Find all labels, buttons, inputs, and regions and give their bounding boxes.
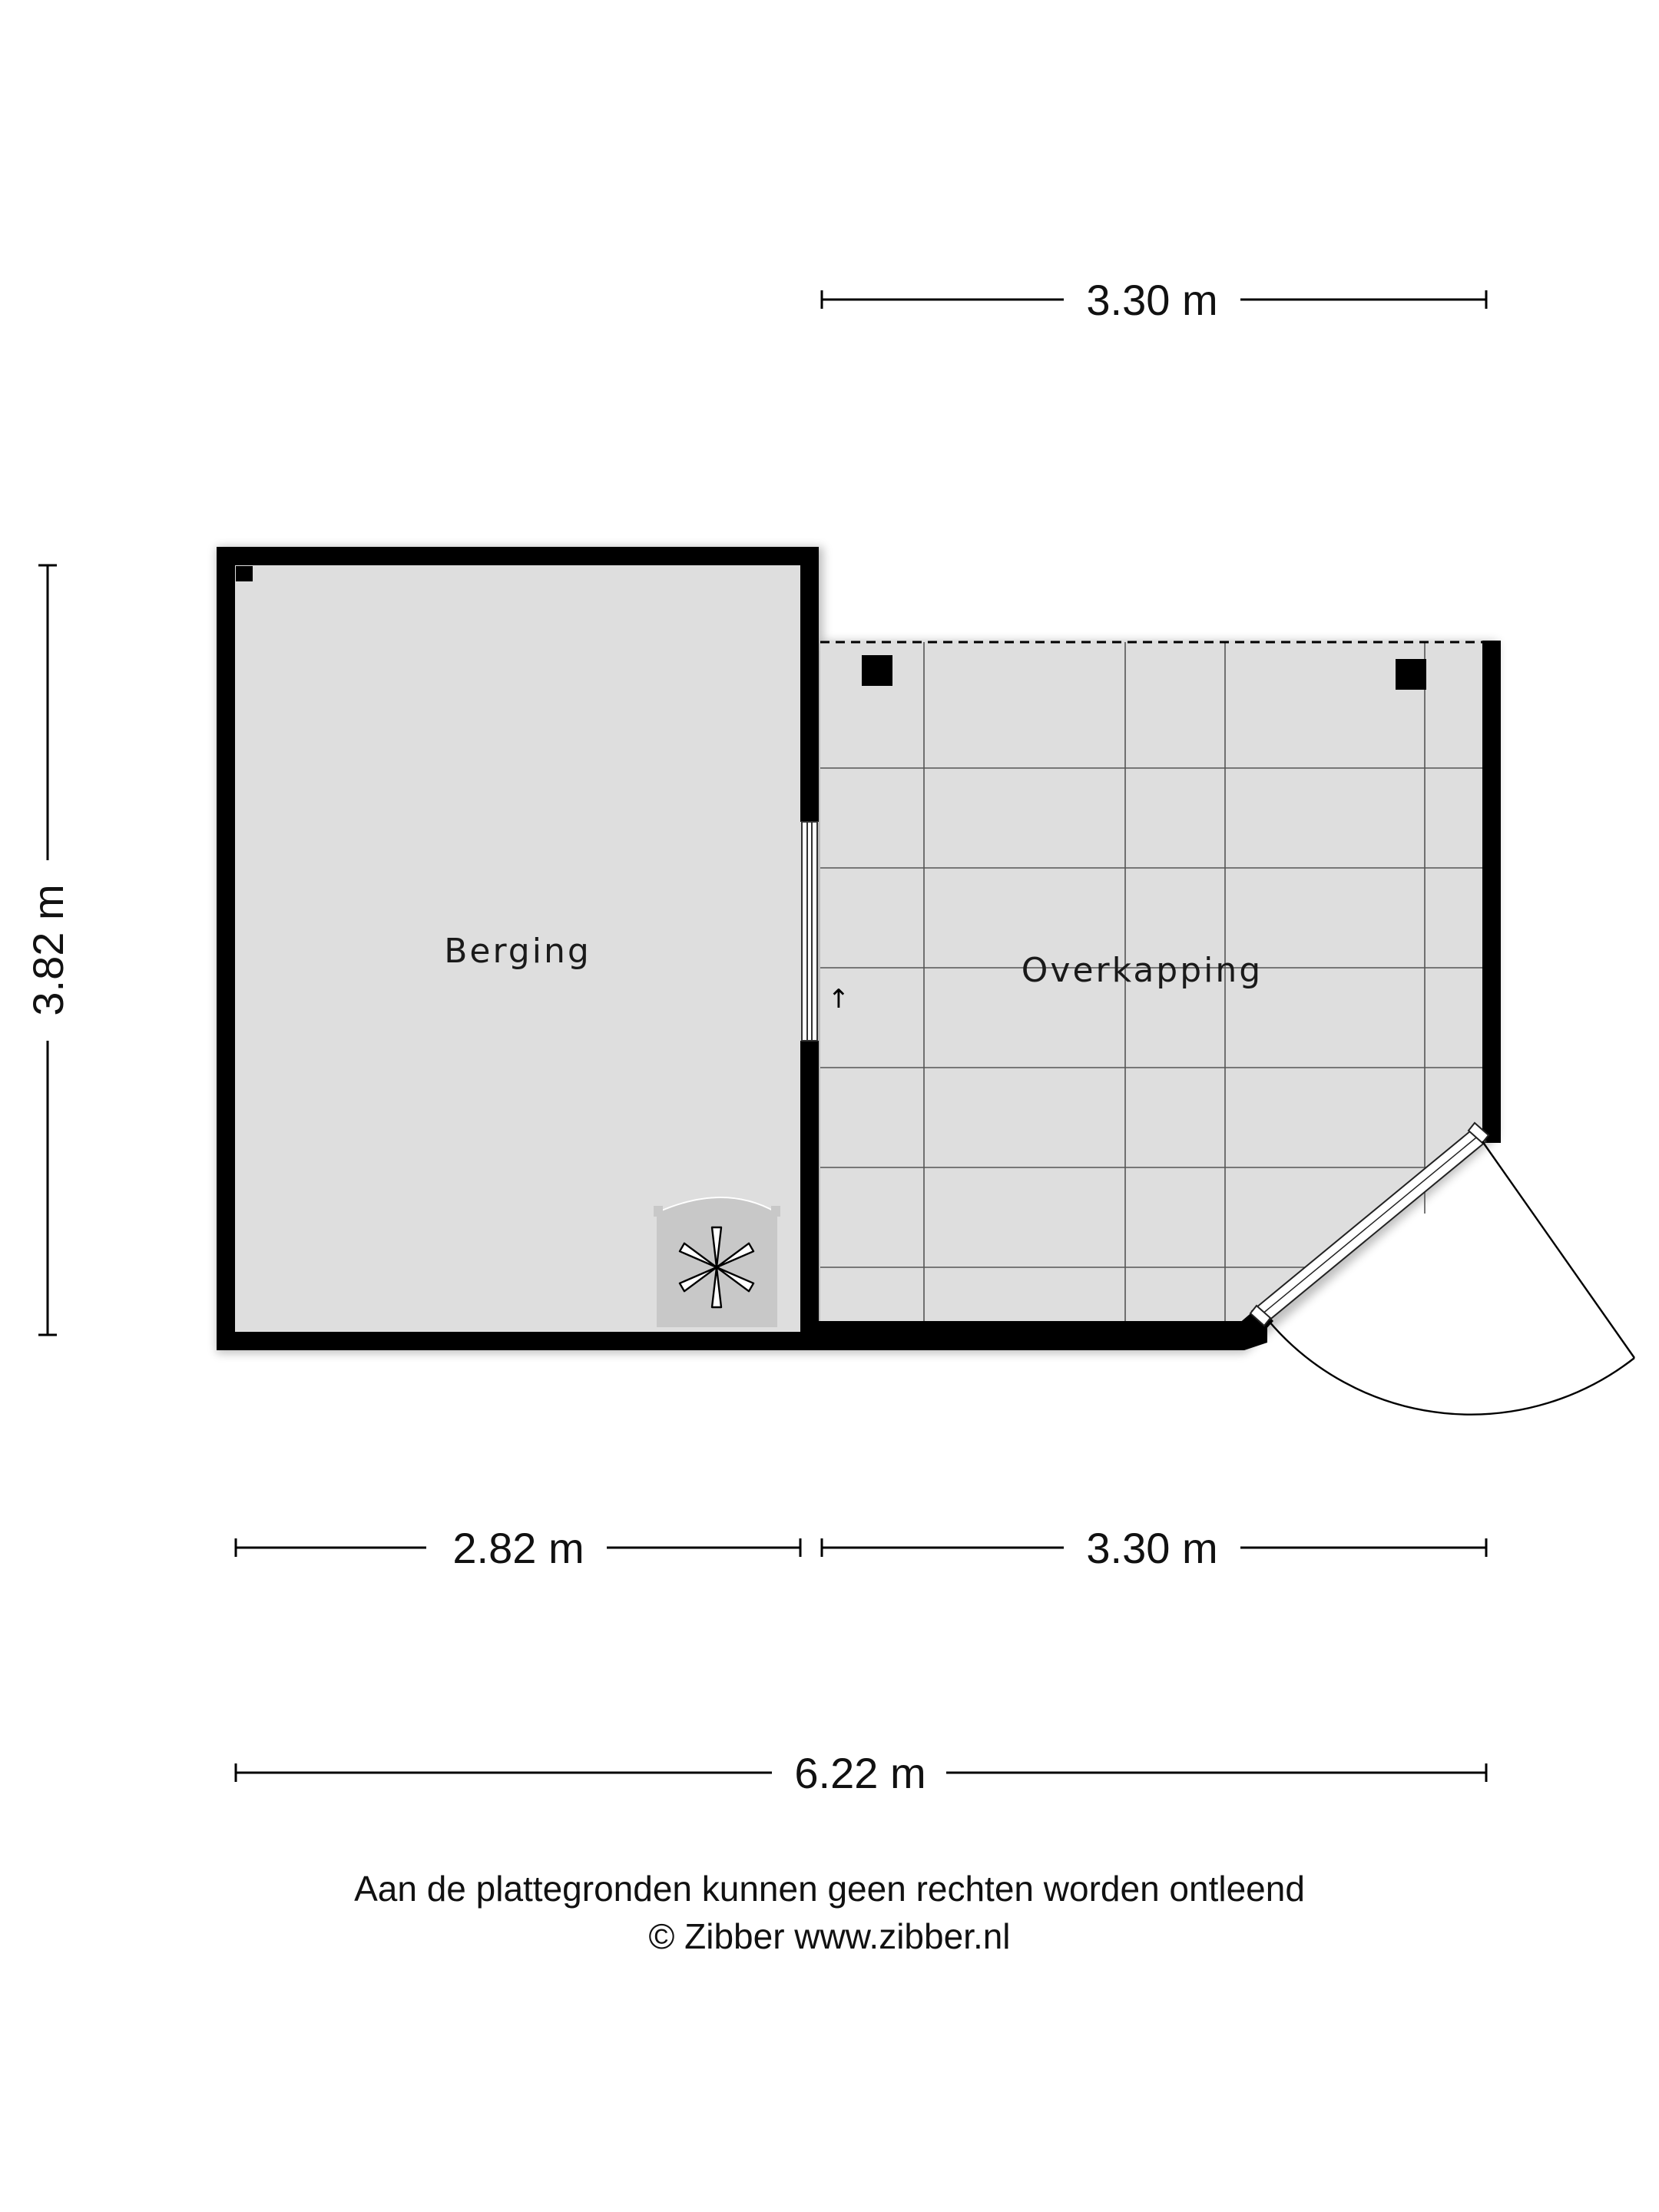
dimension-top-label: 3.30 m [1086,276,1218,324]
copyright-text: © Zibber www.zibber.nl [648,1916,1011,1956]
flow-arrow-icon: ↑ [827,984,850,1015]
room-label-berging: Berging [444,932,591,971]
disclaimer-text: Aan de plattegronden kunnen geen rechten worden ontleend [354,1869,1305,1909]
sliding-door [802,822,817,1041]
dimension-left-label: 3.82 m [24,884,72,1016]
dimension-total-label: 6.22 m [794,1749,926,1797]
column-right [1396,659,1426,690]
room-label-overkapping: Overkapping [1021,951,1263,990]
dimension-bottom-left-label: 2.82 m [452,1524,584,1572]
fan-unit [654,1197,780,1327]
dimension-bottom-right-label: 3.30 m [1086,1524,1218,1572]
column-left [862,655,892,686]
